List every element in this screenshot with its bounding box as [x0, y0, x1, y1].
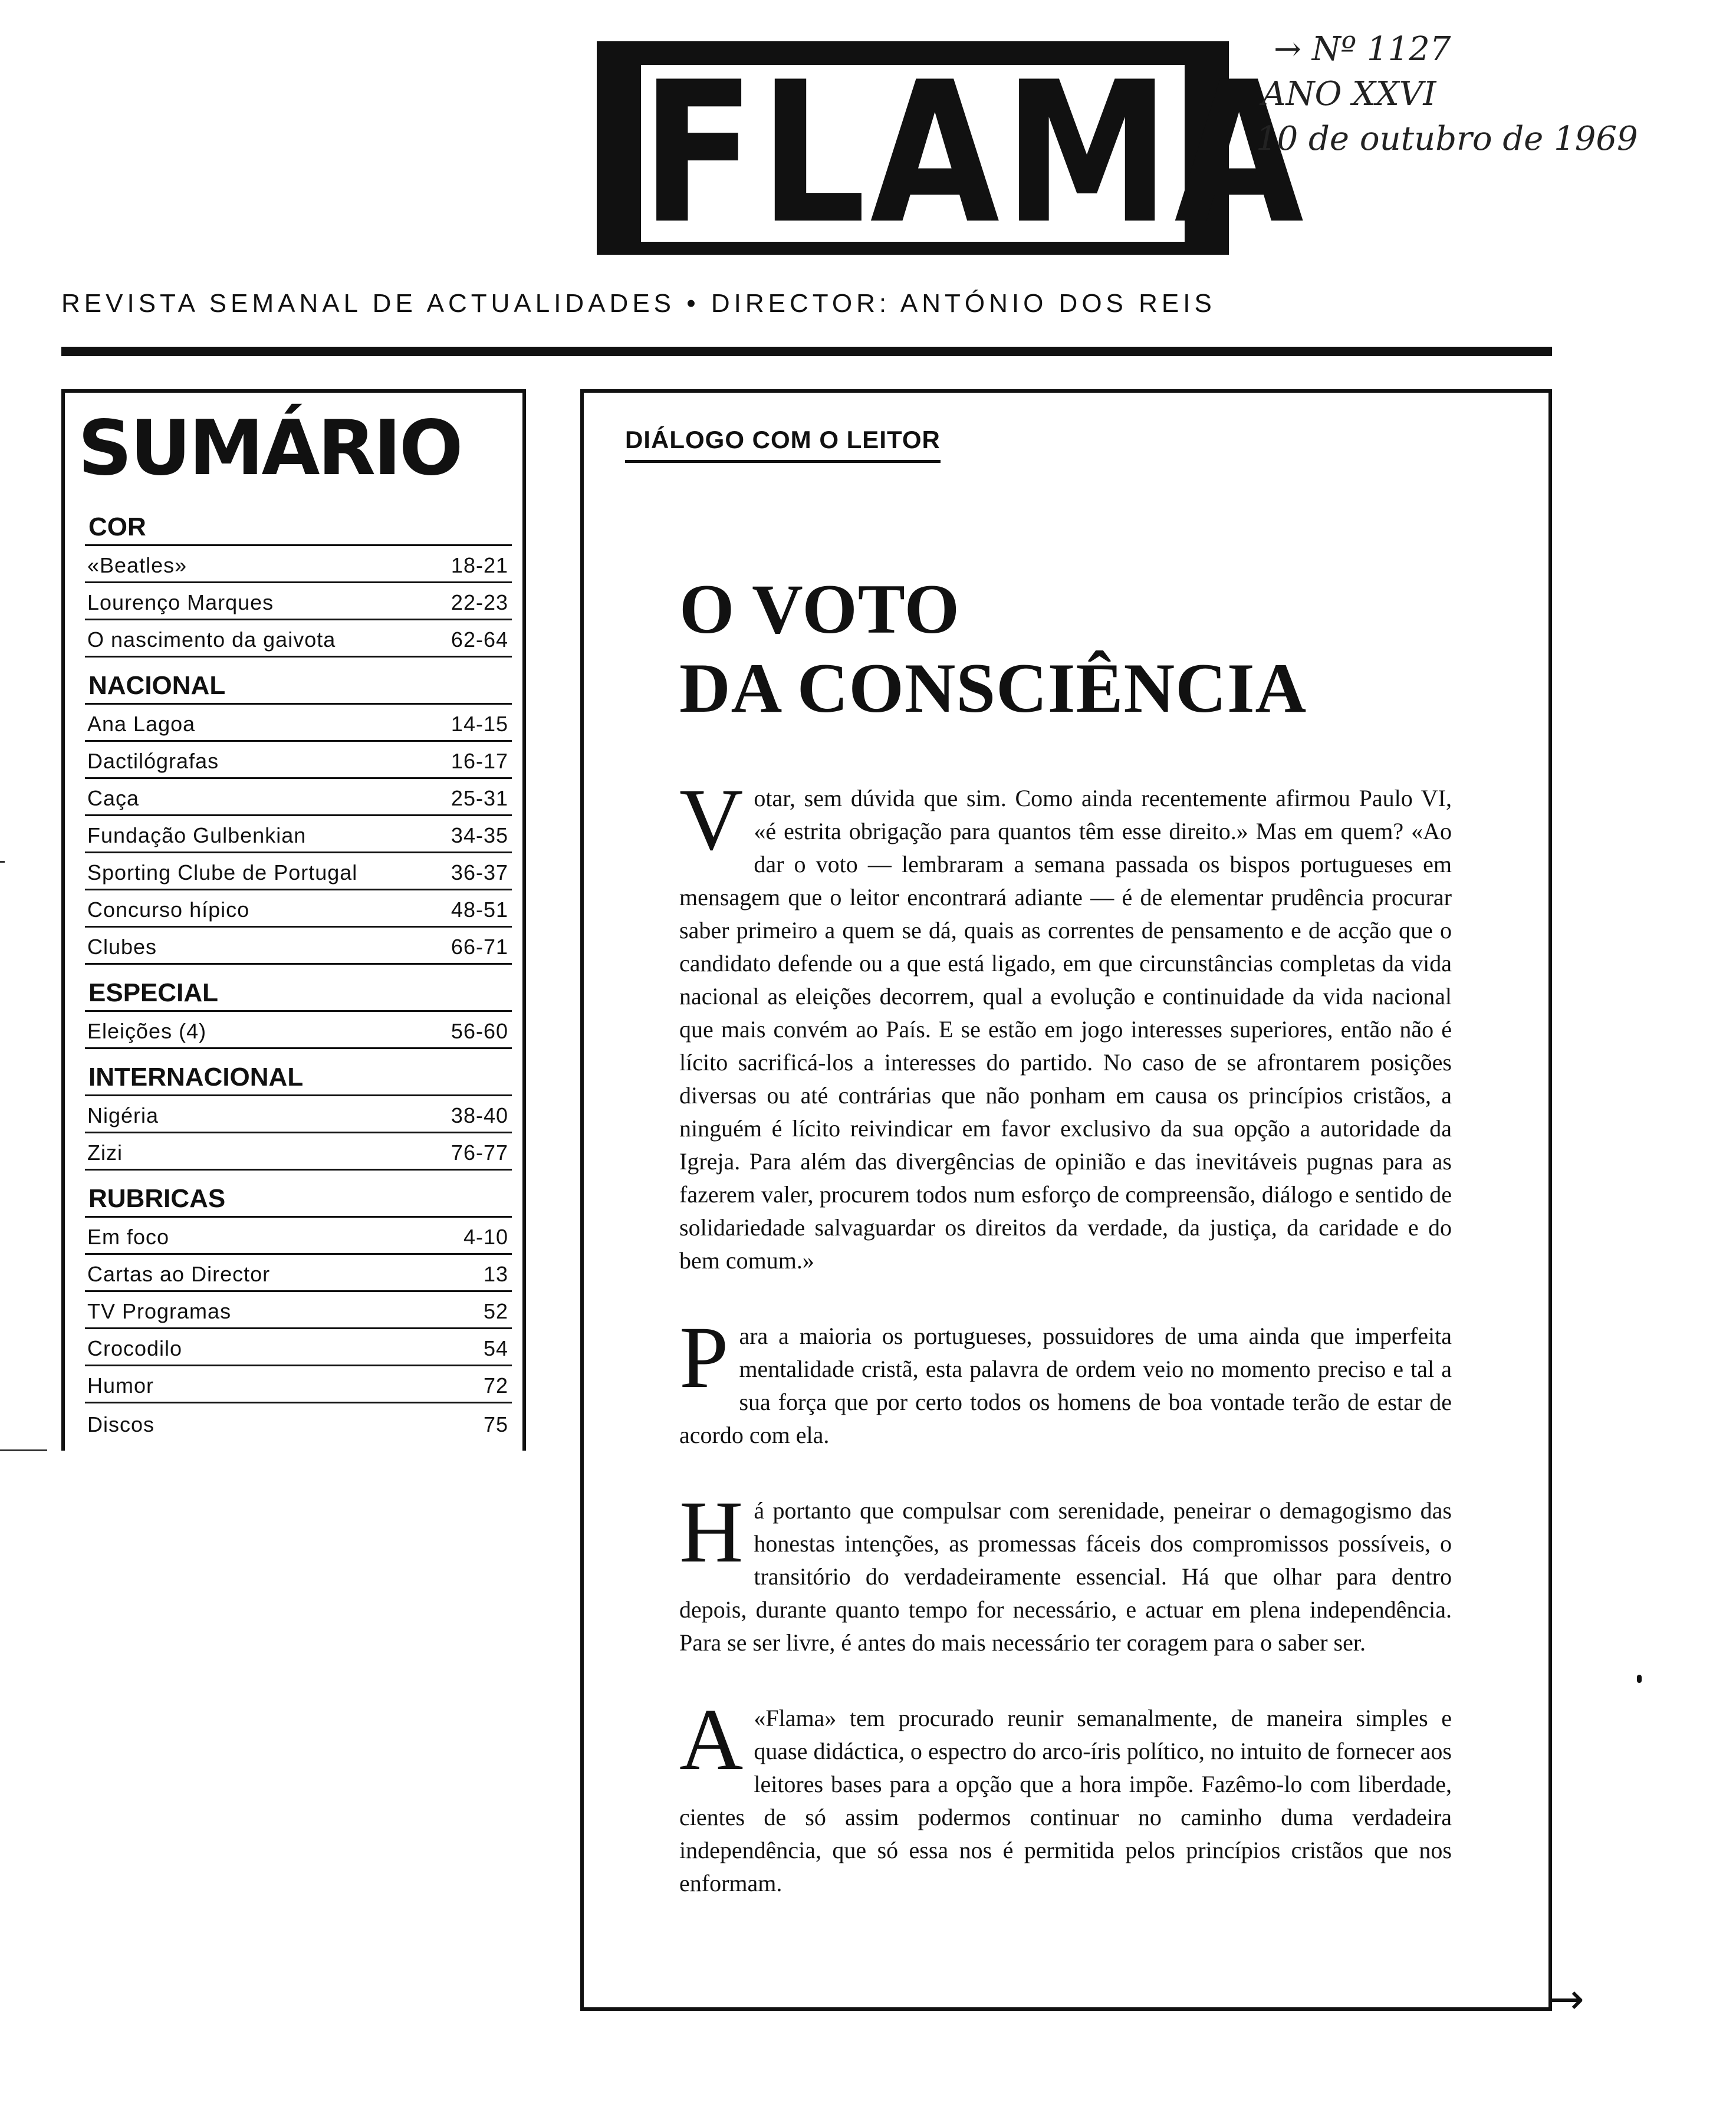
headline-line: O VOTO	[679, 570, 960, 648]
summary-row-title: Lourenço Marques	[87, 590, 274, 614]
summary-row-pages: 52	[483, 1299, 508, 1323]
summary-row-pages: 72	[483, 1373, 508, 1398]
summary-row-pages: 75	[483, 1412, 508, 1436]
summary-row	[85, 1292, 512, 1329]
summary-row-pages: 36-37	[451, 860, 508, 885]
logo-wordmark: FLAMA	[641, 40, 1308, 267]
margin-mark	[1637, 1675, 1642, 1683]
margin-mark	[0, 1449, 47, 1451]
summary-row-title: «Beatles»	[87, 553, 188, 577]
editorial-paragraph	[679, 1691, 1452, 1900]
summary-row-title: Nigéria	[87, 1103, 159, 1127]
summary-row-title: Zizi	[87, 1140, 123, 1165]
summary-section-heading: ESPECIAL	[85, 965, 512, 1012]
summary-row-pages: 76-77	[451, 1140, 508, 1165]
summary-row-pages: 56-60	[451, 1019, 508, 1043]
summary-title: SUMÁRIO	[78, 405, 461, 492]
summary-row	[85, 816, 512, 853]
summary-row-pages: 34-35	[451, 823, 508, 847]
summary-row	[85, 853, 512, 890]
summary-section-heading: INTERNACIONAL	[85, 1049, 512, 1096]
summary-section-heading: COR	[85, 499, 512, 546]
handwritten-annotation	[1256, 27, 1669, 162]
summary-row	[85, 742, 512, 779]
summary-row-pages: 62-64	[451, 627, 508, 652]
summary-row	[85, 620, 512, 658]
summary-row-title: Sporting Clube de Portugal	[87, 860, 358, 885]
summary-list	[85, 499, 512, 1441]
flama-logo	[597, 40, 1308, 267]
summary-row-title: TV Programas	[87, 1299, 232, 1323]
summary-row	[85, 1403, 512, 1441]
headline-line: DA CONSCIÊNCIA	[679, 649, 1307, 727]
summary-row-title: Crocodilo	[87, 1336, 183, 1360]
summary-row-title: Humor	[87, 1373, 154, 1398]
summary-row	[85, 1218, 512, 1255]
summary-row-pages: 13	[483, 1262, 508, 1286]
summary-row-pages: 16-17	[451, 749, 508, 773]
summary-section-heading: NACIONAL	[85, 658, 512, 705]
summary-row-title: Fundação Gulbenkian	[87, 823, 307, 847]
drop-cap: A	[679, 1691, 744, 1789]
editorial-headline	[679, 570, 1505, 728]
summary-row	[85, 1366, 512, 1403]
summary-row-pages: 4-10	[463, 1225, 508, 1249]
handwritten-issue-number: → Nº 1127	[1274, 30, 1451, 68]
summary-row-pages: 66-71	[451, 935, 508, 959]
handwritten-year: ANO XXVI	[1262, 75, 1436, 113]
summary-row	[85, 1096, 512, 1133]
summary-row	[85, 583, 512, 620]
paragraph-text: «Flama» tem procurado reunir semanalmente, de maneira simples e quase didáctica, o espectro do arco-íris político, no intuito de fornecer aos leitores bases para a opção que a hora impõe. Fazêmo-lo com liberdade, cientes de só assim podermos continuar no caminho duma verdadeira independência, que só essa nos é permitida pelos princípios cristãos que nos enformam.	[679, 1705, 1452, 1896]
summary-row-pages: 18-21	[451, 553, 508, 577]
summary-row-title: Em foco	[87, 1225, 170, 1249]
editorial-box	[580, 389, 1552, 2011]
summary-row-title: Concurso hípico	[87, 898, 250, 922]
summary-row	[85, 779, 512, 816]
summary-row-title: Caça	[87, 786, 140, 810]
summary-row-pages: 22-23	[451, 590, 508, 614]
masthead-rule	[61, 347, 1552, 356]
drop-cap: V	[679, 771, 744, 869]
summary-row-title: Eleições (4)	[87, 1019, 207, 1043]
summary-row-pages: 54	[483, 1336, 508, 1360]
summary-row-title: Clubes	[87, 935, 157, 959]
editorial-paragraph	[679, 1309, 1452, 1452]
masthead-tagline: REVISTA SEMANAL DE ACTUALIDADES • DIRECTOR: ANTÓNIO DOS REIS	[61, 289, 1216, 318]
summary-row-title: Ana Lagoa	[87, 712, 196, 736]
summary-row-title: O nascimento da gaivota	[87, 627, 336, 652]
editorial-paragraph	[679, 1483, 1452, 1659]
summary-row-title: Cartas ao Director	[87, 1262, 271, 1286]
editorial-section-label: DIÁLOGO COM O LEITOR	[625, 426, 941, 463]
handwritten-date: 10 de outubro de 1969	[1256, 120, 1638, 158]
summary-row-pages: 25-31	[451, 786, 508, 810]
summary-row	[85, 1012, 512, 1049]
editorial-paragraph	[679, 771, 1452, 1277]
drop-cap: H	[679, 1483, 744, 1581]
summary-row-pages: 48-51	[451, 898, 508, 922]
drop-cap: P	[679, 1309, 729, 1406]
summary-row	[85, 890, 512, 928]
summary-row	[85, 928, 512, 965]
summary-row	[85, 1255, 512, 1292]
summary-row	[85, 1133, 512, 1171]
editorial-body	[679, 771, 1452, 1900]
continue-arrow-icon: →	[1550, 1975, 1584, 2023]
summary-panel	[61, 389, 526, 1451]
summary-row	[85, 705, 512, 742]
paragraph-text: ara a maioria os portugueses, possuidores de uma ainda que imperfeita mentalidade cristã, esta palavra de ordem veio no momento preciso e tal a sua força que por certo todos os homens de boa vontade terão de estar de acordo com ela.	[679, 1323, 1452, 1448]
summary-row	[85, 1329, 512, 1366]
summary-section-heading: RUBRICAS	[85, 1171, 512, 1218]
margin-mark	[0, 861, 5, 863]
summary-row-pages: 38-40	[451, 1103, 508, 1127]
summary-row-pages: 14-15	[451, 712, 508, 736]
summary-row	[85, 546, 512, 583]
summary-row-title: Dactilógrafas	[87, 749, 219, 773]
paragraph-text: otar, sem dúvida que sim. Como ainda recentemente afirmou Paulo VI, «é estrita obrigação para quantos têm esse direito.» Mas em quem? «Ao dar o voto — lembraram a semana passada os bispos portugueses em mensagem que o leitor encontrará adiante — é de elementar prudência procurar saber primeiro a quem se dá, quais as correntes de pensamento e de acção que o candidato defende ou a que está ligado, em que circunstâncias completas da vida nacional as eleições decorrem, qual a evolução e continuidade da vida nacional que mais convém ao País. E se estão em jogo interesses superiores, então não é lícito sacrificá-los a interesses do partido. No caso de se afrontarem posições diversas ou até contrárias que não ponham em causa os princípios cristãos, a ninguém é lícito reivindicar em favor exclusivo da sua opção a autoridade da Igreja. Para além das divergências de opinião e das inevitáveis pugnas para as fazerem valer, procurem todos num esforço de compreensão, diálogo e sentido de solidariedade salvaguardar os direitos da verdade, da justiça, da caridade e do bem comum.»	[679, 785, 1452, 1274]
summary-row-title: Discos	[87, 1412, 155, 1436]
paragraph-text: á portanto que compulsar com serenidade, peneirar o demagogismo das honestas intenções, as promessas fáceis dos compromissos possíveis, o transitório do verdadeiramente essencial. Há que olhar para dentro depois, durante quanto tempo for necessário, e actuar em plena independência. Para se ser livre, é antes do mais necessário ter coragem para o saber ser.	[679, 1497, 1452, 1656]
